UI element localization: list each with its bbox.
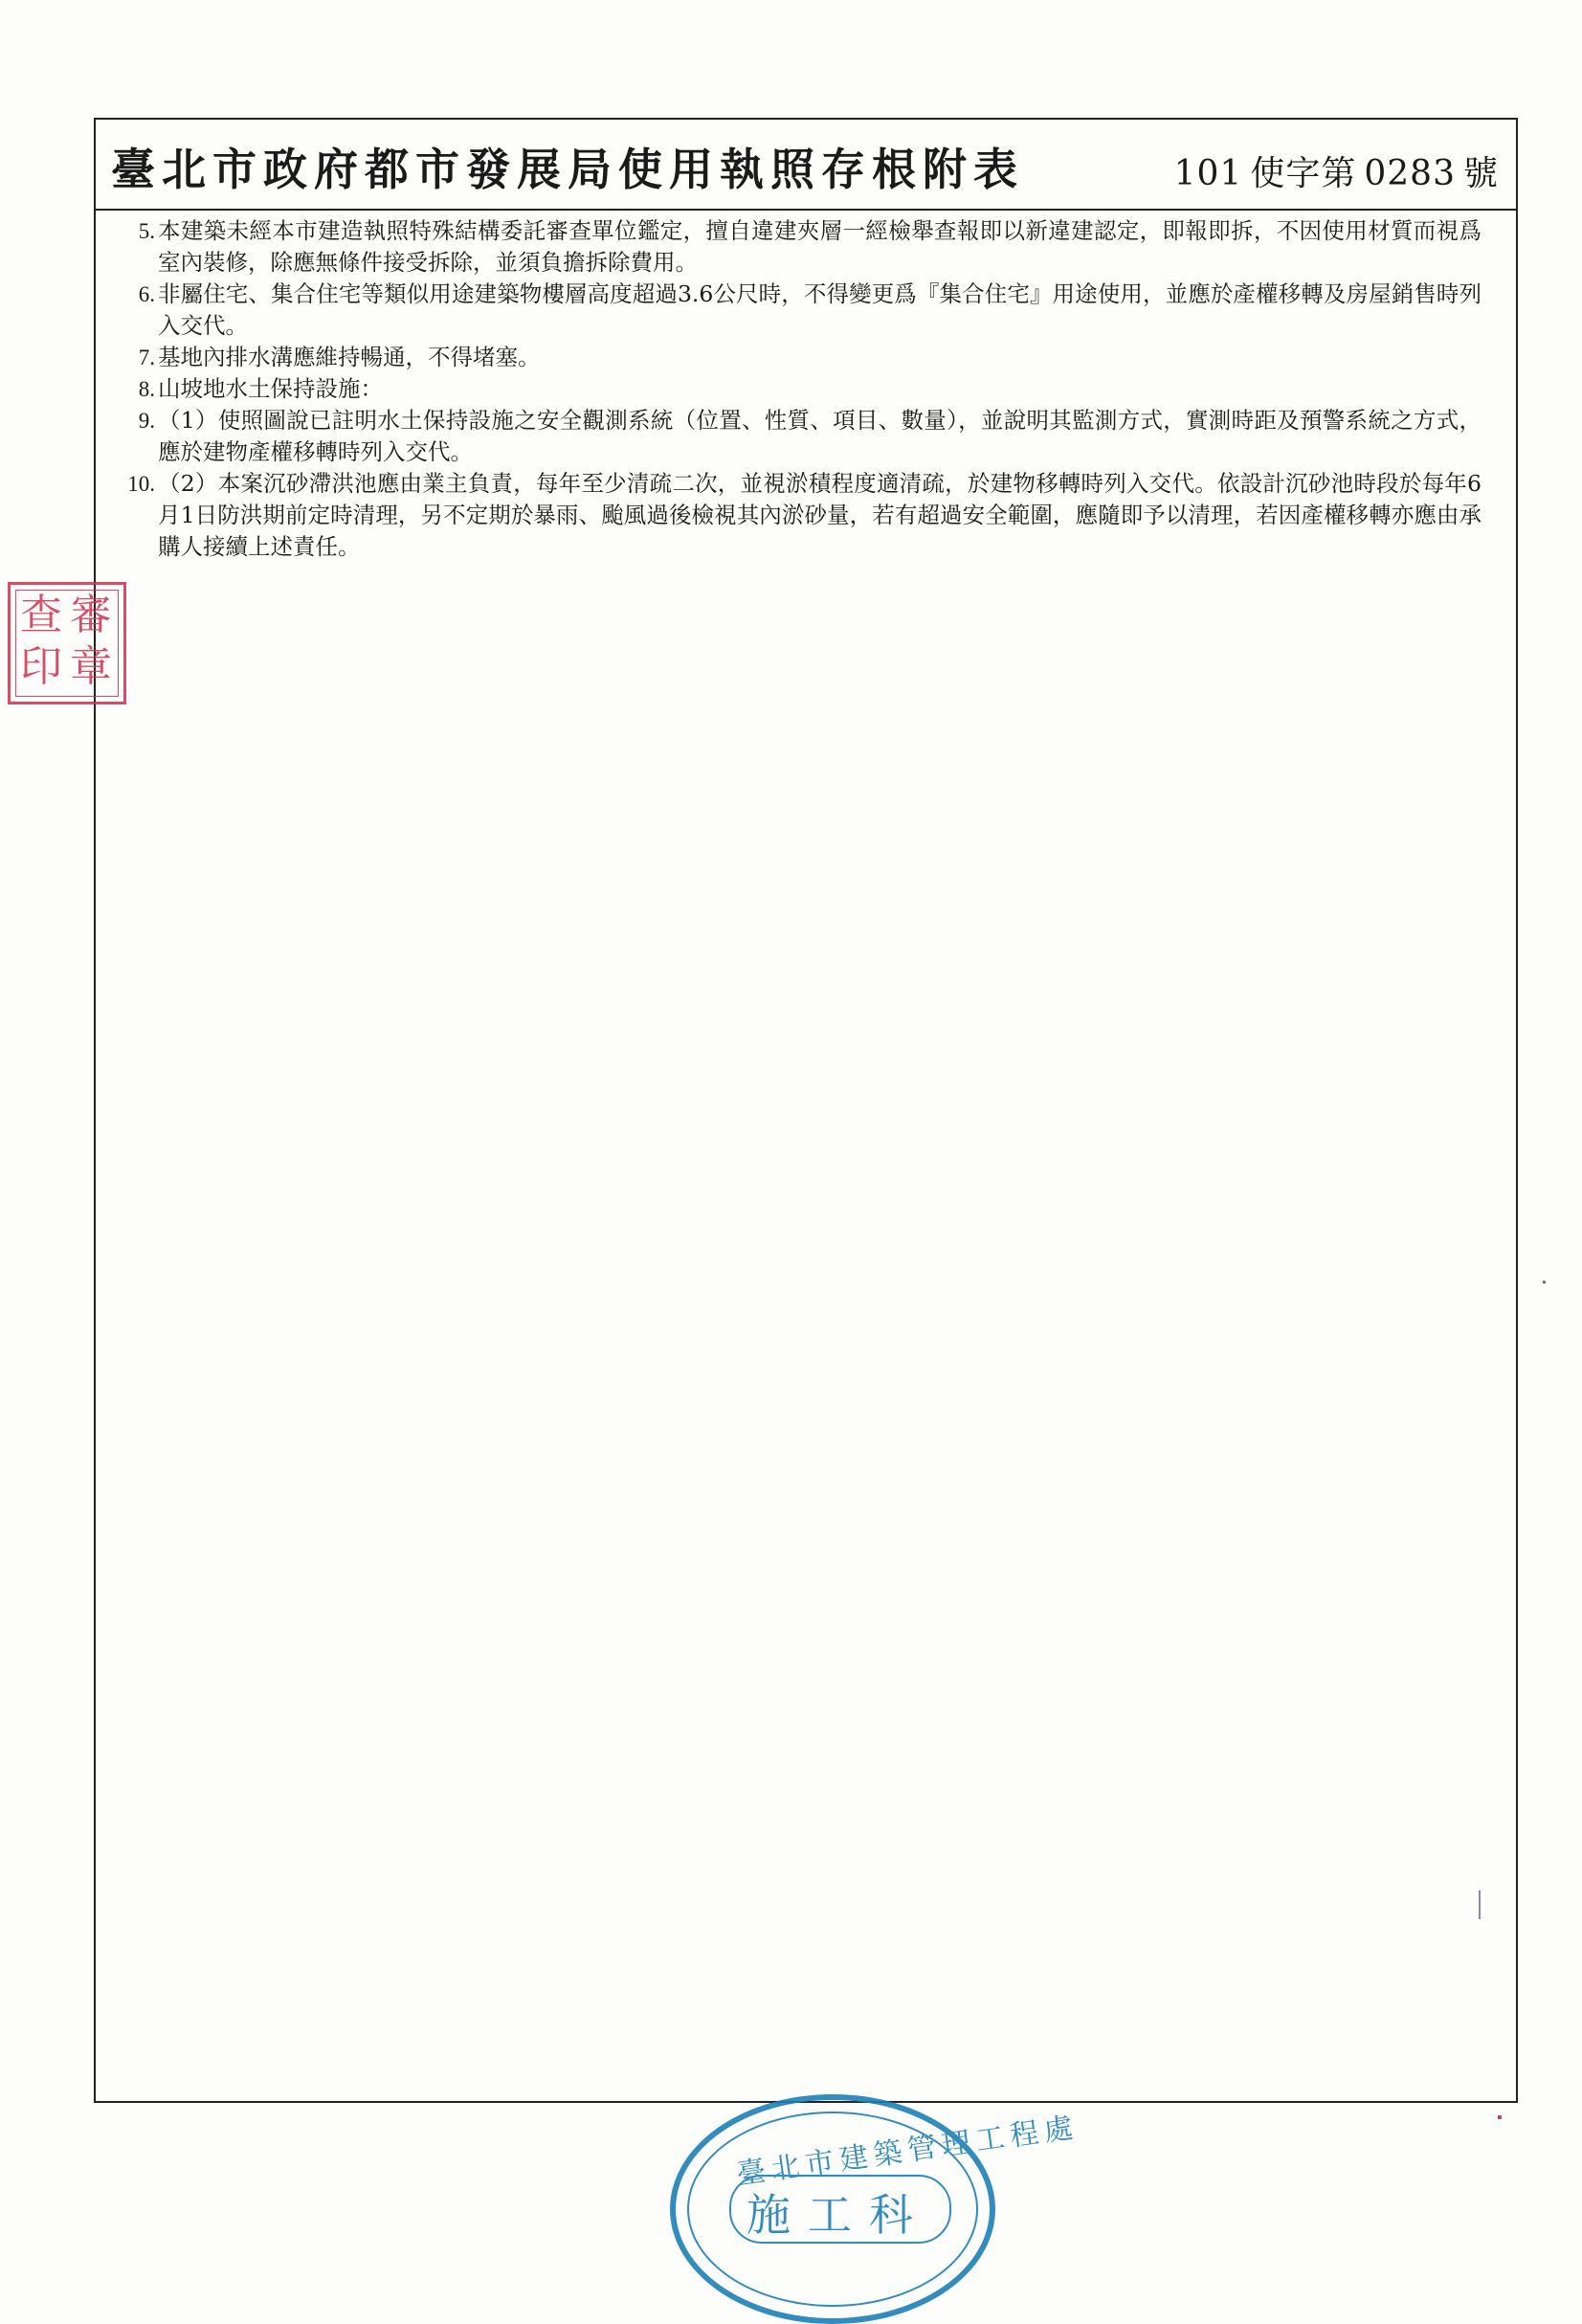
permit-number: 0283 xyxy=(1364,154,1456,193)
list-item xyxy=(123,373,1482,405)
list-item xyxy=(123,468,1482,563)
list-item xyxy=(123,342,1482,373)
item-text: （1）使照圖說已註明水土保持設施之安全觀測系統（位置、性質、項目、數量），並說明其監測方式，實測時距及預警系統之方式，應於建物產權移轉時列入交代。 xyxy=(158,407,1482,465)
red-seal-stamp xyxy=(8,582,126,704)
scan-speck xyxy=(1543,1281,1546,1284)
document-frame xyxy=(94,118,1518,2103)
item-number: 7. xyxy=(138,346,155,369)
item-text: 山坡地水土保持設施： xyxy=(158,375,383,402)
scan-speck xyxy=(1498,2115,1502,2119)
list-item xyxy=(123,215,1482,279)
permit-number-line xyxy=(1170,146,1503,195)
document-title: 臺北市政府都市發展局使用執照存根附表 xyxy=(111,144,1024,195)
permit-year: 101 xyxy=(1173,154,1243,193)
seal-glyph: 章 xyxy=(70,642,112,691)
seal-center-text: 施工科 xyxy=(746,2189,930,2241)
document-header xyxy=(96,120,1516,211)
seal-glyph: 審 xyxy=(70,591,112,639)
item-number: 10. xyxy=(127,472,155,496)
list-item xyxy=(123,279,1482,342)
item-text: 非屬住宅、集合住宅等類似用途建築物樓層高度超過3.6公尺時，不得變更爲『集合住宅』用途使用，並應於產權移轉及房屋銷售時列入交代。 xyxy=(158,280,1482,339)
blue-oval-seal xyxy=(670,2094,1081,2324)
seal-glyph: 印 xyxy=(20,642,62,691)
seal-glyph: 查 xyxy=(20,591,62,639)
item-text: （2）本案沉砂滯洪池應由業主負責，每年至少清疏二次，並視淤積程度適清疏，於建物移轉時列入交代。依設計沉砂池時段於每年6月1日防洪期前定時清理，另不定期於暴雨、颱風過後檢視其內淤砂量，若有超過安全範圍，應隨即予以清理，若因產權移轉亦應由承購人接續上述責任。 xyxy=(158,470,1482,560)
scan-speck xyxy=(1479,1890,1481,1919)
list-item xyxy=(123,405,1482,468)
item-number: 9. xyxy=(138,409,155,433)
item-number: 8. xyxy=(138,377,155,401)
item-text: 本建築未經本市建造執照特殊結構委託審查單位鑑定，擅自違建夾層一經檢舉查報即以新違建認定，即報即拆，不因使用材質而視爲室內裝修，除應無條件接受拆除，並須負擔拆除費用。 xyxy=(158,217,1482,276)
item-number: 6. xyxy=(138,282,155,306)
conditions-list xyxy=(123,215,1482,563)
item-text: 基地內排水溝應維持暢通，不得堵塞。 xyxy=(158,344,541,370)
permit-suffix: 號 xyxy=(1462,154,1499,193)
seal-outer-text: 臺北市建築管理工程處 xyxy=(734,2111,1081,2192)
item-number: 5. xyxy=(138,219,155,243)
permit-word: 使字第 xyxy=(1250,154,1357,193)
